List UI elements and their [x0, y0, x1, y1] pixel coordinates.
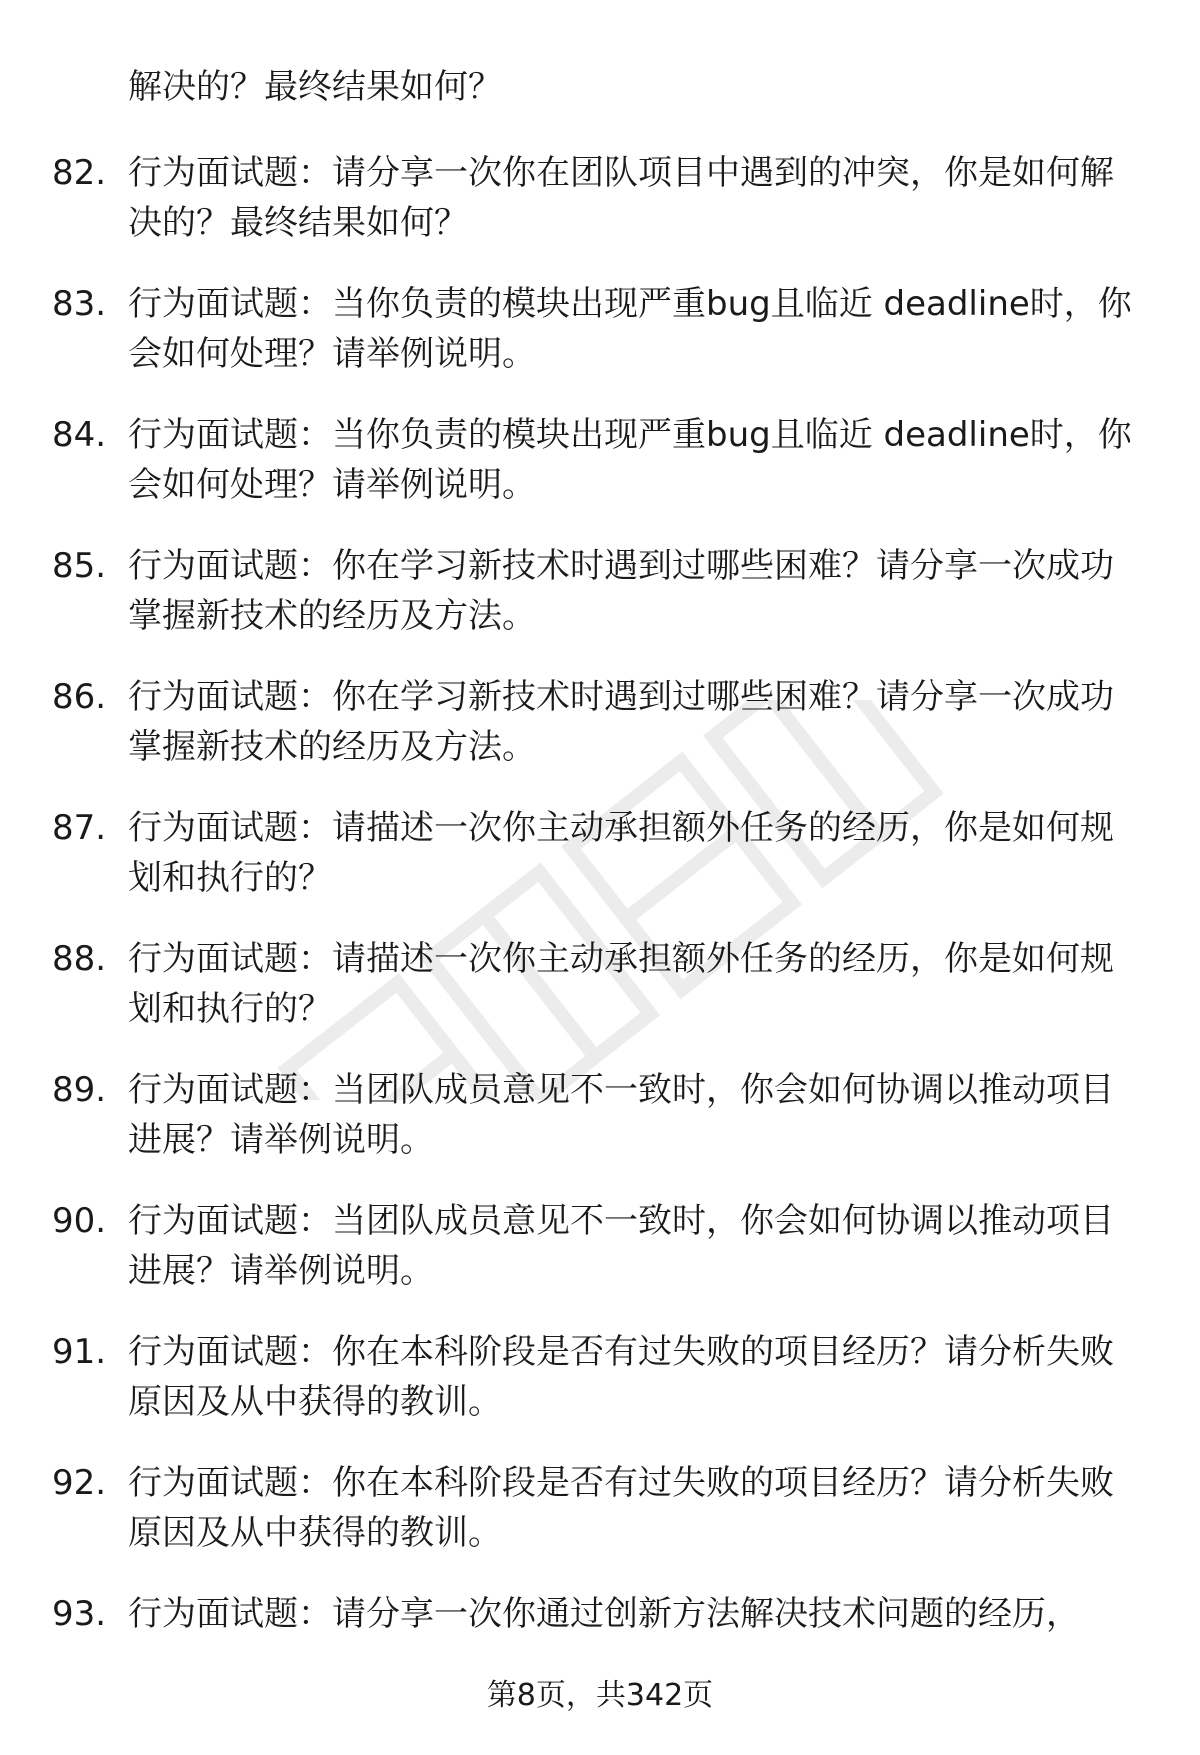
question-text: 行为面试题：请分享一次你在团队项目中遇到的冲突，你是如何解决的？最终结果如何？: [128, 153, 1114, 243]
question-text: 行为面试题：请分享一次你通过创新方法解决技术问题的经历，: [128, 1594, 1080, 1634]
question-text: 行为面试题：当你负责的模块出现严重bug且临近 deadline时，你会如何处理？请举例说明。: [128, 415, 1132, 505]
question-number: 88.: [52, 939, 107, 979]
question-text: 行为面试题：当团队成员意见不一致时，你会如何协调以推动项目进展？请举例说明。: [128, 1201, 1114, 1291]
list-item: [0, 410, 1200, 541]
question-text: 行为面试题：你在学习新技术时遇到过哪些困难？请分享一次成功掌握新技术的经历及方法。: [128, 677, 1114, 767]
question-number: 84.: [52, 415, 107, 455]
question-number: 89.: [52, 1070, 107, 1110]
question-text: 行为面试题：当团队成员意见不一致时，你会如何协调以推动项目进展？请举例说明。: [128, 1070, 1114, 1160]
question-number: 86.: [52, 677, 107, 717]
page-footer: 第8页，共342页: [486, 1678, 714, 1713]
list-item: [0, 1458, 1200, 1589]
question-number: 82.: [52, 153, 107, 193]
question-number: 91.: [52, 1332, 107, 1372]
continuation-text: 解决的？最终结果如何？: [128, 67, 502, 107]
question-number: 93.: [52, 1594, 107, 1634]
question-text: 行为面试题：你在学习新技术时遇到过哪些困难？请分享一次成功掌握新技术的经历及方法。: [128, 546, 1114, 636]
list-item: [0, 279, 1200, 410]
list-item: [0, 1327, 1200, 1458]
list-item: [0, 672, 1200, 803]
list-item: [0, 934, 1200, 1065]
question-text: 行为面试题：你在本科阶段是否有过失败的项目经历？请分析失败原因及从中获得的教训。: [128, 1463, 1114, 1553]
question-text: 行为面试题：请描述一次你主动承担额外任务的经历，你是如何规划和执行的？: [128, 808, 1114, 898]
list-item: [0, 803, 1200, 934]
question-number: 87.: [52, 808, 107, 848]
question-text: 行为面试题：当你负责的模块出现严重bug且临近 deadline时，你会如何处理？请举例说明。: [128, 284, 1132, 374]
question-number: 90.: [52, 1201, 107, 1241]
list-item: [0, 148, 1200, 279]
question-text: 行为面试题：请描述一次你主动承担额外任务的经历，你是如何规划和执行的？: [128, 939, 1114, 1029]
question-list: [0, 148, 1200, 1720]
question-number: 83.: [52, 284, 107, 324]
list-item: [0, 541, 1200, 672]
question-number: 92.: [52, 1463, 107, 1503]
question-text: 行为面试题：你在本科阶段是否有过失败的项目经历？请分析失败原因及从中获得的教训。: [128, 1332, 1114, 1422]
question-number: 85.: [52, 546, 107, 586]
list-item: [0, 1065, 1200, 1196]
list-item: [0, 1196, 1200, 1327]
